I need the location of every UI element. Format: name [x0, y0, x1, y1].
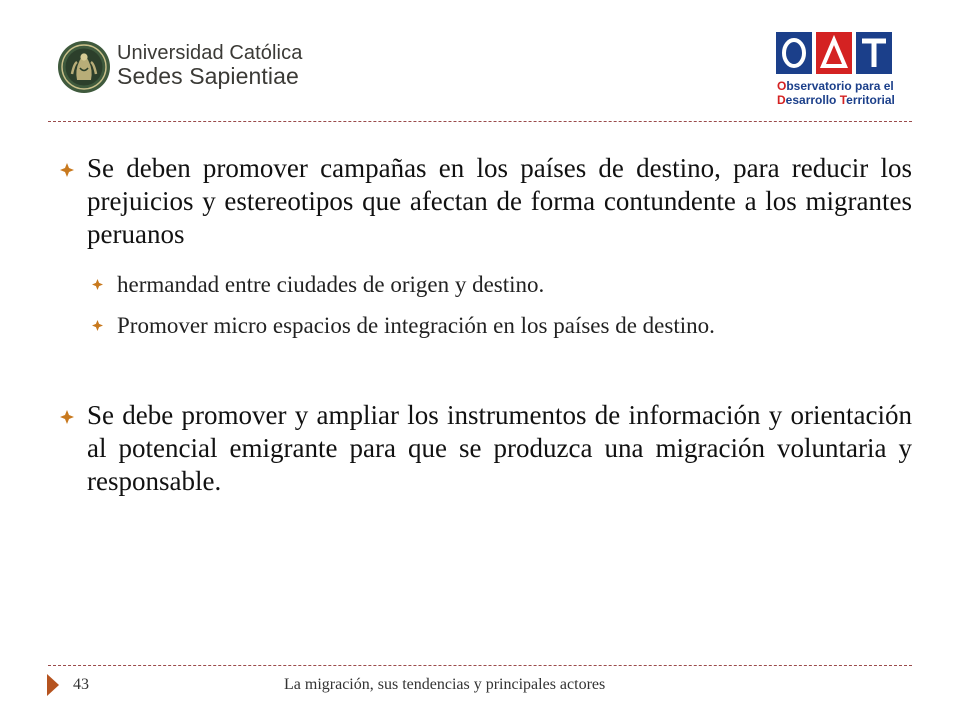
university-name-line1: Universidad Católica	[117, 42, 303, 64]
sub-bullet-text: hermandad entre ciudades de origen y destino.	[117, 272, 545, 297]
odt-name-line1: Observatorio para el	[777, 79, 894, 93]
diamond-bullet-icon	[92, 279, 103, 290]
diamond-bullet-icon	[92, 320, 103, 331]
sub-bullet-item	[92, 311, 912, 340]
footer-title: La migración, sus tendencias y principales actores	[284, 676, 606, 693]
slide-content	[60, 152, 912, 498]
university-name-line2: Sedes Sapientiae	[117, 63, 299, 89]
bullet-item	[60, 152, 912, 251]
odt-name	[777, 79, 895, 107]
sub-bullet-item	[92, 270, 912, 299]
bullet-text: Se debe promover y ampliar los instrumentos de información y orientación al potencial emigrante para que se produzca una migración voluntaria y responsable.	[87, 400, 912, 496]
diamond-bullet-icon	[60, 410, 74, 424]
bullet-item	[60, 399, 912, 498]
diamond-bullet-icon	[60, 163, 74, 177]
footer-divider	[48, 665, 912, 666]
university-seal-icon	[57, 40, 111, 94]
footer-arrow-icon	[47, 674, 59, 696]
page-number: 43	[73, 676, 89, 693]
odt-boxes-icon	[776, 32, 894, 74]
university-name	[117, 42, 302, 88]
university-logo	[57, 40, 303, 96]
bullet-text: Se deben promover campañas en los países de destino, para reducir los prejuicios y estereotipos que afectan de forma contundente a los migrantes peruanos	[87, 153, 912, 249]
sub-bullet-text: Promover micro espacios de integración en los países de destino.	[117, 313, 715, 338]
odt-logo	[774, 30, 904, 106]
header-divider	[48, 121, 912, 122]
odt-name-line2: Desarrollo Territorial	[777, 93, 895, 107]
